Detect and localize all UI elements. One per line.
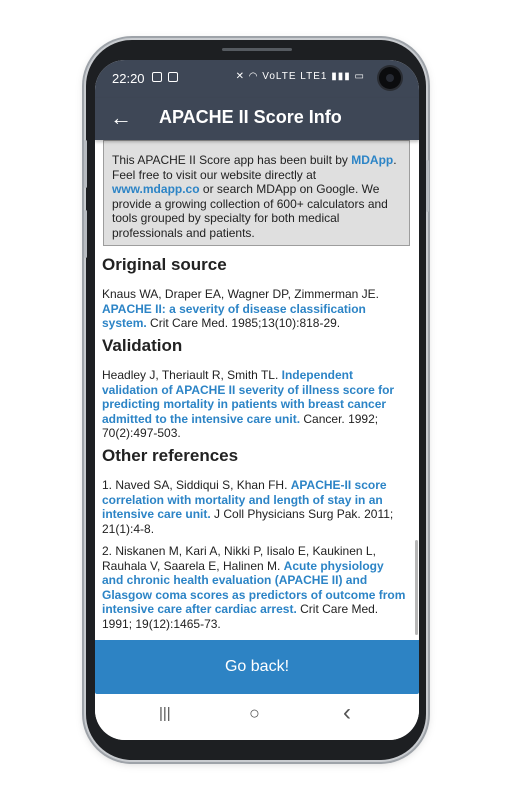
battery-icon: ▭: [354, 71, 365, 82]
reference-link[interactable]: Independent validation of APACHE II severity of illness score for predicting mortality in patients with breast cancer admitted to the intensive care unit.: [102, 368, 395, 426]
system-nav-bar: [95, 694, 419, 740]
scrollbar[interactable]: [415, 540, 418, 635]
other-reference-1: [102, 478, 408, 536]
gallery-icon: [152, 72, 162, 82]
reference-authors: Knaus WA, Draper EA, Wagner DP, Zimmerman JE.: [102, 287, 379, 301]
app-bar: [95, 98, 419, 140]
reference-authors: Headley J, Theriault R, Smith TL.: [102, 368, 282, 382]
original-source-heading: Original source: [102, 255, 227, 274]
back-arrow-icon[interactable]: ←: [110, 105, 132, 130]
info-text-1: This APACHE II Score app has been built by: [112, 153, 352, 167]
status-time: 22:20: [112, 71, 145, 86]
signal-icon: ▮▮▮: [331, 71, 351, 82]
reference-citation: Cancer. 1992; 70(2):497-503.: [102, 411, 379, 440]
reference-authors: 2. Niskanen M, Kari A, Nikki P, Iisalo E, Kaukinen L, Rauhala V, Saarela E, Halinen M.: [102, 544, 376, 573]
info-content[interactable]: [95, 140, 419, 640]
reference-link[interactable]: Acute physiology and chronic health evaluation (APACHE II) and Glasgow coma scores as predictors of outcome from intensive care after cardiac arrest.: [102, 558, 406, 616]
reference-link[interactable]: APACHE II: a severity of disease classification system.: [102, 301, 366, 330]
recents-icon[interactable]: |||: [159, 705, 171, 722]
reference-citation: J Coll Physicians Surg Pak. 2011; 21(1):4-8.: [102, 507, 394, 536]
power-button: [426, 160, 429, 212]
wifi-icon: ◠: [248, 71, 259, 82]
go-back-button[interactable]: Go back!: [95, 640, 419, 694]
info-text-2: . Feel free to visit our website directly at: [112, 153, 397, 182]
home-icon[interactable]: ○: [249, 703, 260, 723]
validation-heading: Validation: [102, 336, 183, 355]
reference-authors: 1. Naved SA, Siddiqui S, Khan FH.: [102, 478, 291, 492]
reference-link[interactable]: APACHE-II score correlation with mortality and length of stay in an intensive care unit.: [102, 478, 387, 521]
validation-reference: [102, 368, 408, 441]
volume-button: [84, 140, 87, 188]
earpiece-speaker: [222, 48, 292, 51]
volte-label: VoLTE LTE1: [262, 71, 328, 82]
mdapp-info-box: [103, 140, 410, 246]
other-reference-2: [102, 544, 408, 631]
reference-citation: Crit Care Med. 1985;13(10):818-29.: [146, 316, 341, 330]
mute-icon: ✕: [235, 71, 245, 82]
notification-icon: [168, 72, 178, 82]
bixby-button: [84, 210, 87, 258]
info-text-3: or search MDApp on Google. We provide a growing collection of 600+ calculators and tools grouped by specialty for both medical professionals and patients.: [112, 182, 388, 240]
network-indicators: [236, 71, 365, 82]
original-source-reference: [102, 287, 408, 331]
reference-citation: Crit Care Med. 1991; 19(12):1465-73.: [102, 602, 379, 631]
website-link[interactable]: www.mdapp.co: [112, 182, 200, 196]
mdapp-link[interactable]: MDApp: [351, 153, 394, 167]
page-title: APACHE II Score Info: [159, 107, 342, 127]
screen: [95, 60, 419, 740]
status-bar: [95, 60, 419, 98]
nav-back-icon[interactable]: ‹: [343, 699, 351, 726]
other-references-heading: Other references: [102, 446, 239, 465]
front-camera: [379, 67, 401, 89]
